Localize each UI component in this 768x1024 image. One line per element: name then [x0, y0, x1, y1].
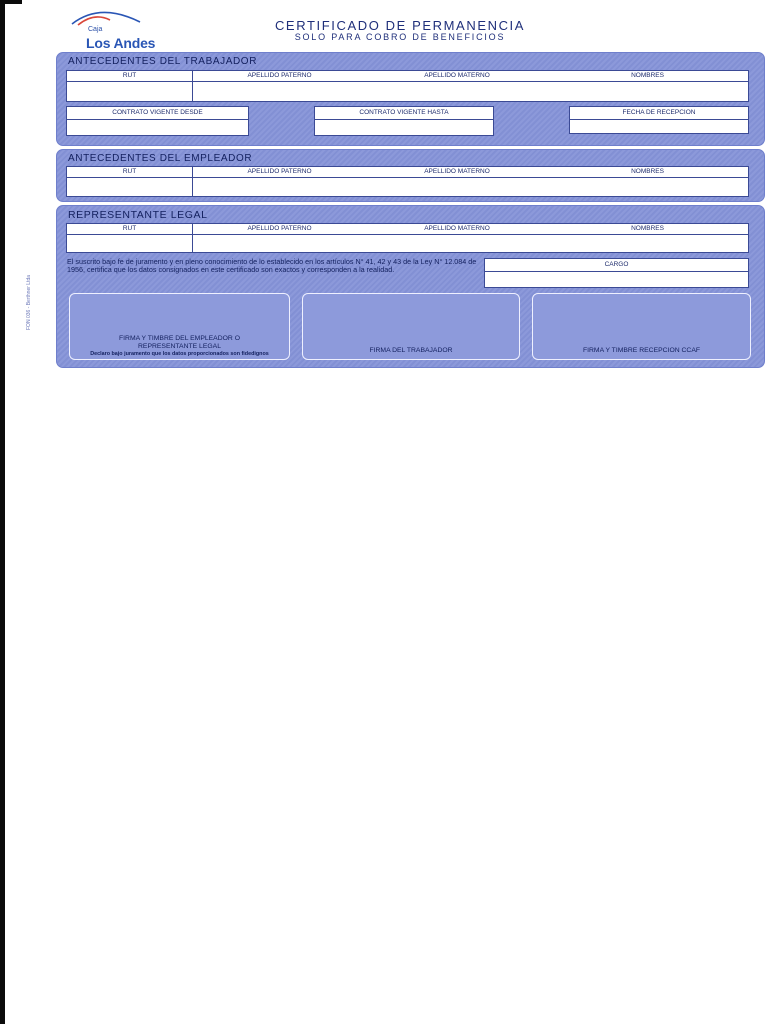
representante-name-grid[interactable]	[66, 223, 749, 253]
grid-divider	[192, 71, 193, 101]
col-apellido-paterno: APELLIDO PATERNO	[247, 168, 312, 175]
empleador-name-grid[interactable]	[66, 166, 749, 197]
scan-mark	[0, 0, 22, 4]
col-apellido-materno: APELLIDO MATERNO	[424, 225, 490, 232]
firma-ccaf-label: FIRMA Y TIMBRE RECEPCION CCAF	[582, 347, 701, 354]
trabajador-name-grid[interactable]	[66, 70, 749, 102]
mountain-arc-icon	[70, 8, 150, 28]
form-code: FON 036 - Berthner Ltda	[26, 274, 32, 330]
field-divider	[67, 119, 248, 120]
col-rut: RUT	[122, 168, 137, 175]
oath-statement: El suscrito bajo fe de juramento y en pleno conocimiento de lo establecido en los artículos N° 41, 42 y 43 de la Ley N° 12.084 de 1956, certifica que los datos consignados en este certificado son exactos y corresponden a la realidad.	[67, 257, 477, 275]
col-apellido-paterno: APELLIDO PATERNO	[247, 225, 312, 232]
col-nombres: NOMBRES	[631, 225, 664, 232]
grid-header	[67, 71, 748, 82]
col-apellido-materno: APELLIDO MATERNO	[424, 72, 490, 79]
field-divider	[485, 271, 748, 272]
panel-title-empleador: ANTECEDENTES DEL EMPLEADOR	[68, 153, 253, 164]
firma-trabajador-label: FIRMA DEL TRABAJADOR	[369, 347, 453, 354]
grid-header	[67, 167, 748, 178]
cargo-label: CARGO	[604, 261, 629, 268]
contrato-desde-label: CONTRATO VIGENTE DESDE	[112, 109, 203, 116]
logo-name-text: Los Andes	[86, 35, 156, 51]
document-subtitle: SOLO PARA COBRO DE BENEFICIOS	[294, 32, 506, 42]
cargo-field[interactable]	[484, 258, 749, 288]
grid-divider	[192, 167, 193, 196]
firma-empleador-label: FIRMA Y TIMBRE DEL EMPLEADOR O REPRESENTANTE LEGAL	[119, 335, 240, 350]
col-apellido-paterno: APELLIDO PATERNO	[247, 72, 312, 79]
col-apellido-materno: APELLIDO MATERNO	[424, 168, 490, 175]
col-nombres: NOMBRES	[631, 72, 664, 79]
fecha-recepcion-label: FECHA DE RECEPCION	[622, 109, 696, 116]
contrato-hasta-field[interactable]	[314, 106, 494, 136]
contrato-desde-field[interactable]	[66, 106, 249, 136]
field-divider	[315, 119, 493, 120]
logo-caja-text: Caja	[88, 26, 103, 33]
col-nombres: NOMBRES	[631, 168, 664, 175]
grid-divider	[192, 224, 193, 252]
fecha-recepcion-field[interactable]	[569, 106, 749, 134]
caja-los-andes-logo	[62, 8, 172, 50]
firma-trabajador-box[interactable]	[302, 293, 520, 360]
scan-edge	[0, 0, 5, 1024]
panel-empleador	[56, 149, 765, 202]
panel-title-trabajador: ANTECEDENTES DEL TRABAJADOR	[68, 56, 258, 67]
panel-representante-legal	[56, 205, 765, 368]
grid-header	[67, 224, 748, 235]
document-title: CERTIFICADO DE PERMANENCIA	[274, 18, 526, 33]
col-rut: RUT	[122, 225, 137, 232]
contrato-hasta-label: CONTRATO VIGENTE HASTA	[359, 109, 449, 116]
firma-empleador-note: Declaro bajo juramento que los datos proporcionados son fidedignos	[90, 351, 269, 357]
field-divider	[570, 119, 748, 120]
firma-ccaf-box[interactable]	[532, 293, 751, 360]
panel-title-representante: REPRESENTANTE LEGAL	[68, 209, 208, 221]
firma-empleador-box[interactable]	[69, 293, 290, 360]
col-rut: RUT	[122, 72, 137, 79]
panel-trabajador	[56, 52, 765, 146]
